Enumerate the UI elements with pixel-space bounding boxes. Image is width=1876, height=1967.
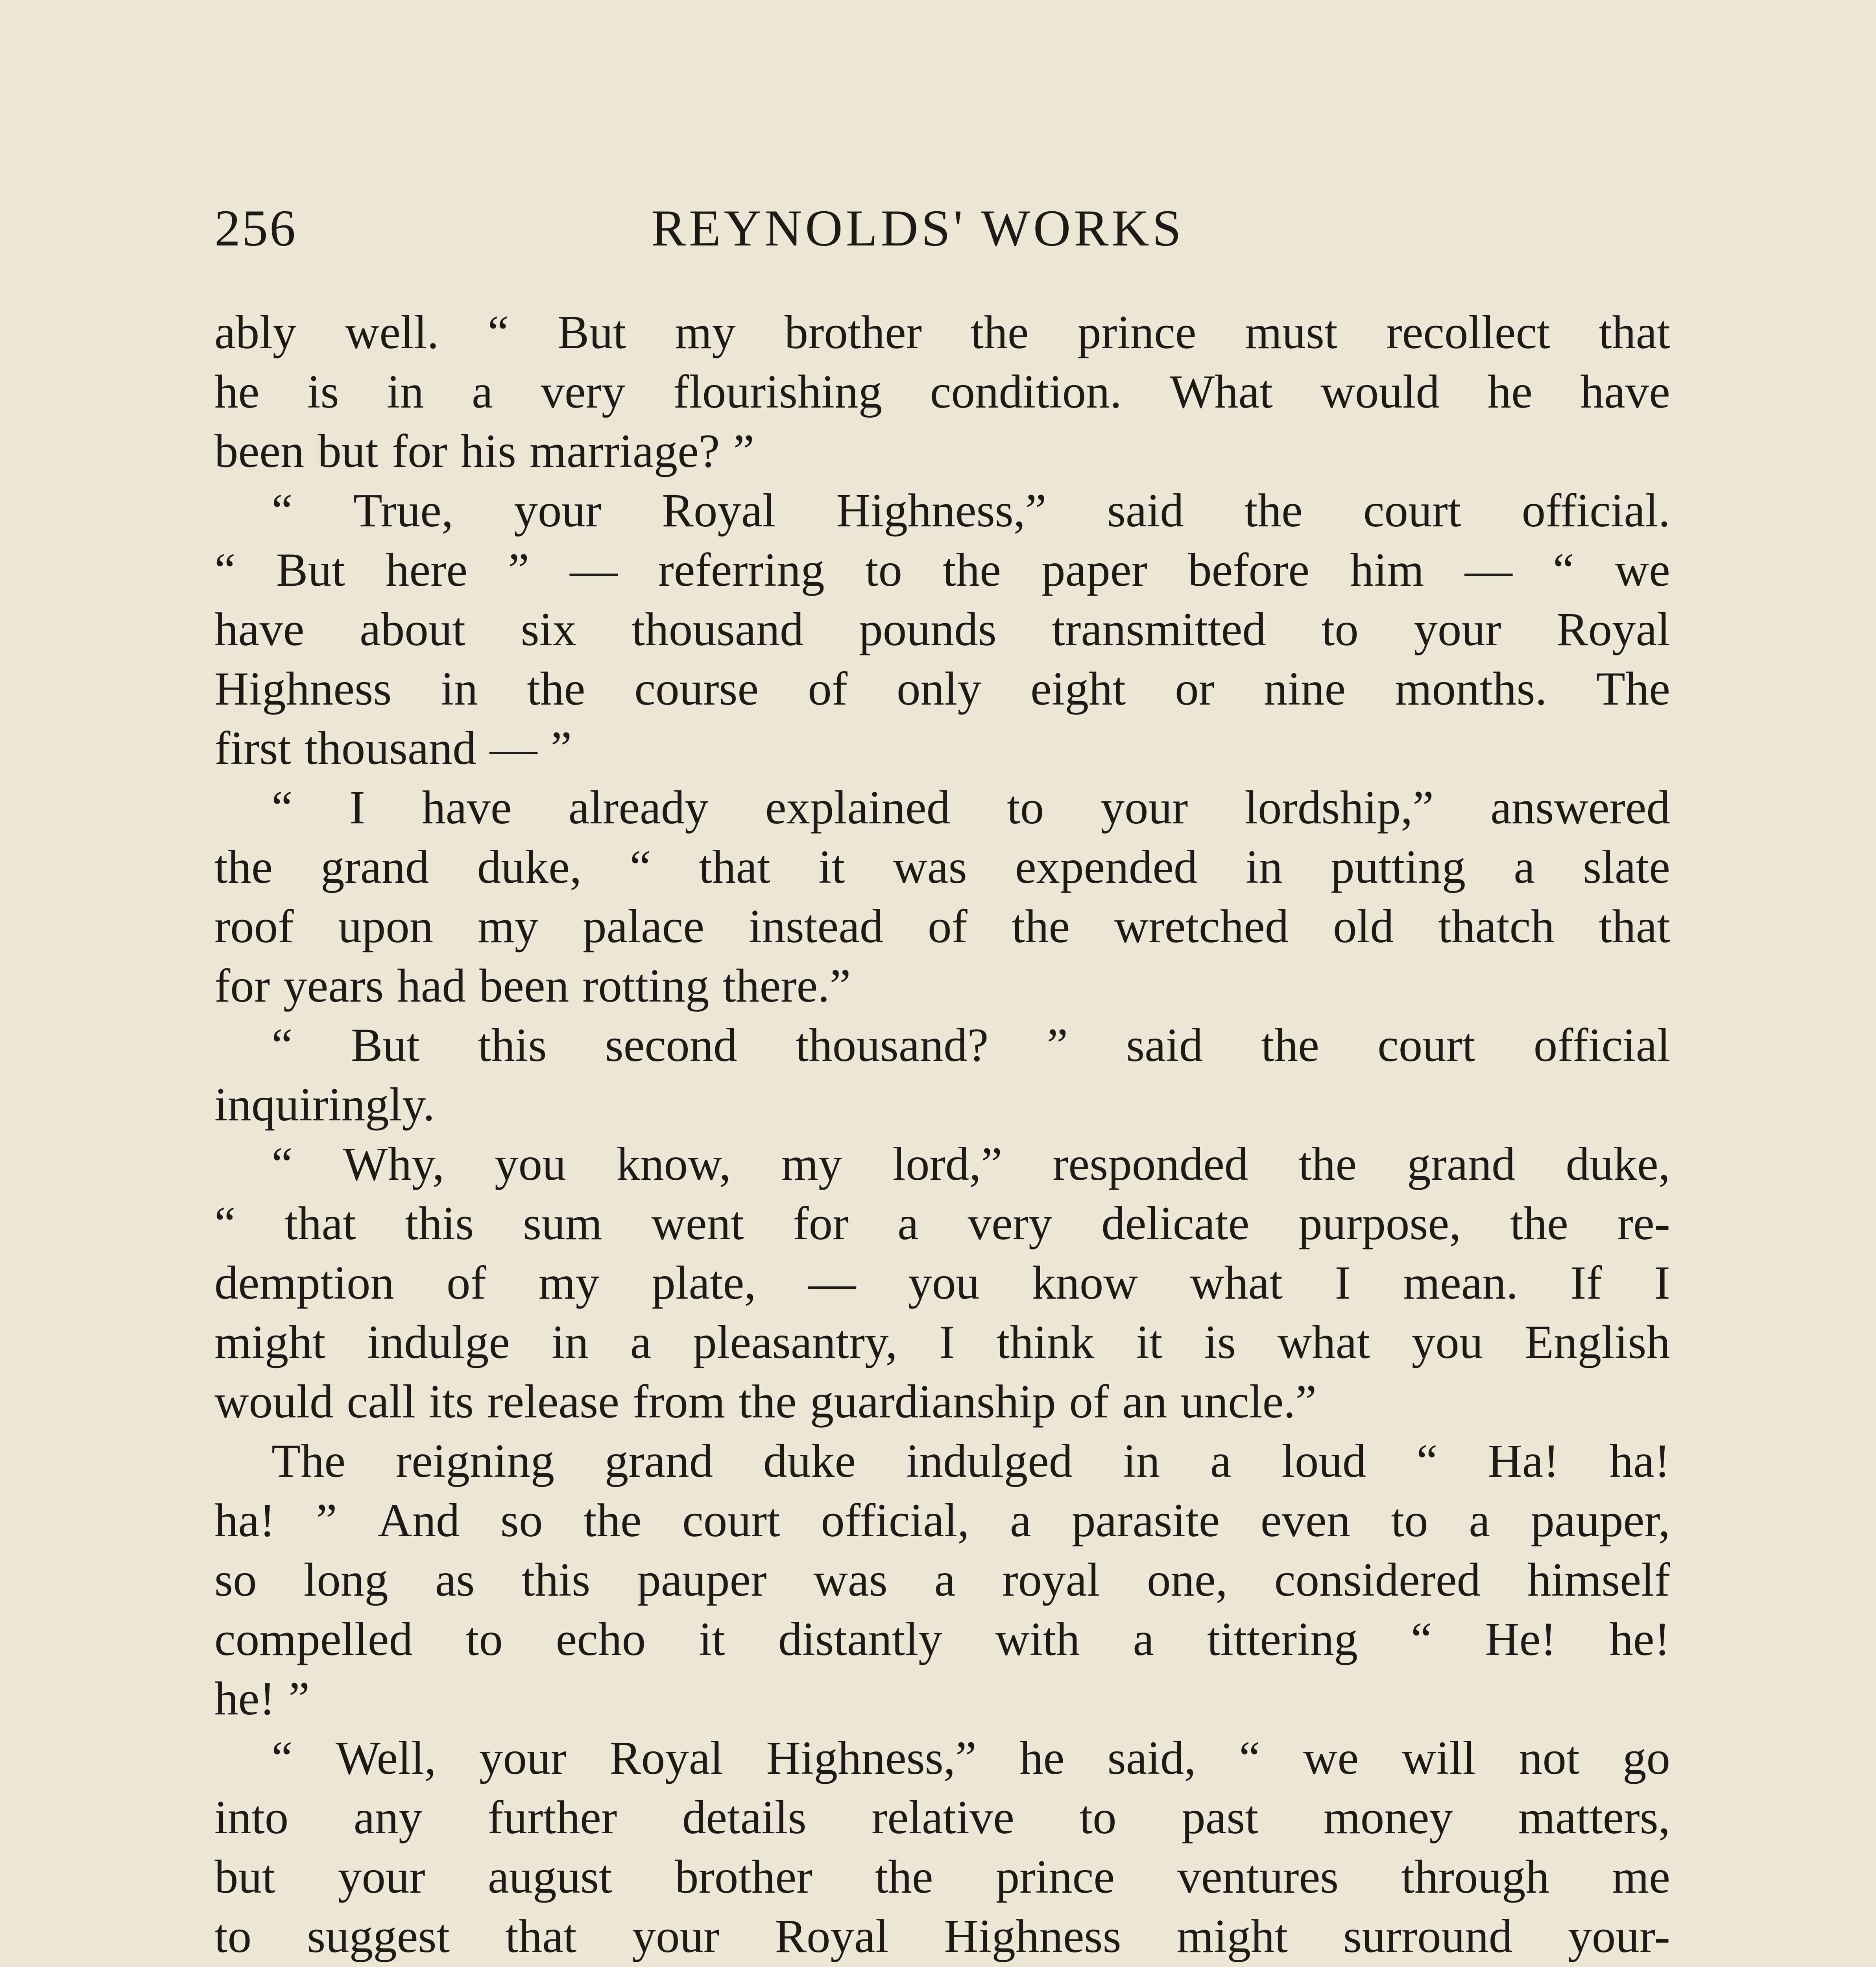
text-line: ably well. “ But my brother the prince must recollect that: [214, 306, 1670, 359]
text-line: have about six thousand pounds transmitted to your Royal: [214, 603, 1670, 656]
text-line: for years had been rotting there.”: [214, 960, 851, 1012]
text-line: compelled to echo it distantly with a tittering “ He! he!: [214, 1613, 1670, 1666]
text-line: ha! ” And so the court official, a parasite even to a pauper,: [214, 1494, 1670, 1547]
text-line: “ But this second thousand? ” said the court official: [271, 1019, 1670, 1072]
text-line: roof upon my palace instead of the wretched old thatch that: [214, 900, 1670, 953]
text-line: first thousand — ”: [214, 722, 572, 775]
text-line: “ I have already explained to your lordship,” answered: [271, 781, 1670, 834]
text-line: he! ”: [214, 1672, 310, 1725]
text-line: “ But here ” — referring to the paper before him — “ we: [214, 544, 1670, 596]
text-line: he is in a very flourishing condition. What would he have: [214, 365, 1670, 418]
text-line: The reigning grand duke indulged in a loud “ Ha! ha!: [271, 1435, 1670, 1487]
running-head: [214, 189, 1670, 268]
text-line: but your august brother the prince ventures through me: [214, 1851, 1670, 1903]
text-line: might indulge in a pleasantry, I think it is what you English: [214, 1316, 1670, 1369]
page-number: 256: [214, 199, 297, 257]
text-line: so long as this pauper was a royal one, considered himself: [214, 1554, 1670, 1606]
body-text: [214, 303, 1670, 1967]
text-line: “ Why, you know, my lord,” responded the grand duke,: [271, 1138, 1670, 1190]
running-title: REYNOLDS' WORKS: [651, 199, 1185, 257]
text-line: would call its release from the guardianship of an uncle.”: [214, 1375, 1317, 1428]
text-line: into any further details relative to past money matters,: [214, 1791, 1670, 1844]
text-line: inquiringly.: [214, 1078, 435, 1131]
text-line: the grand duke, “ that it was expended in putting a slate: [214, 841, 1670, 893]
text-line: Highness in the course of only eight or nine months. The: [214, 662, 1670, 715]
text-line: “ True, your Royal Highness,” said the court official.: [271, 484, 1670, 537]
text-line: been but for his marriage? ”: [214, 425, 755, 478]
text-line: “ Well, your Royal Highness,” he said, “ we will not go: [271, 1732, 1670, 1784]
text-line: demption of my plate, — you know what I mean. If I: [214, 1257, 1670, 1309]
text-line: “ that this sum went for a very delicate purpose, the re-: [214, 1197, 1670, 1250]
text-line: to suggest that your Royal Highness might surround your-: [214, 1910, 1670, 1963]
